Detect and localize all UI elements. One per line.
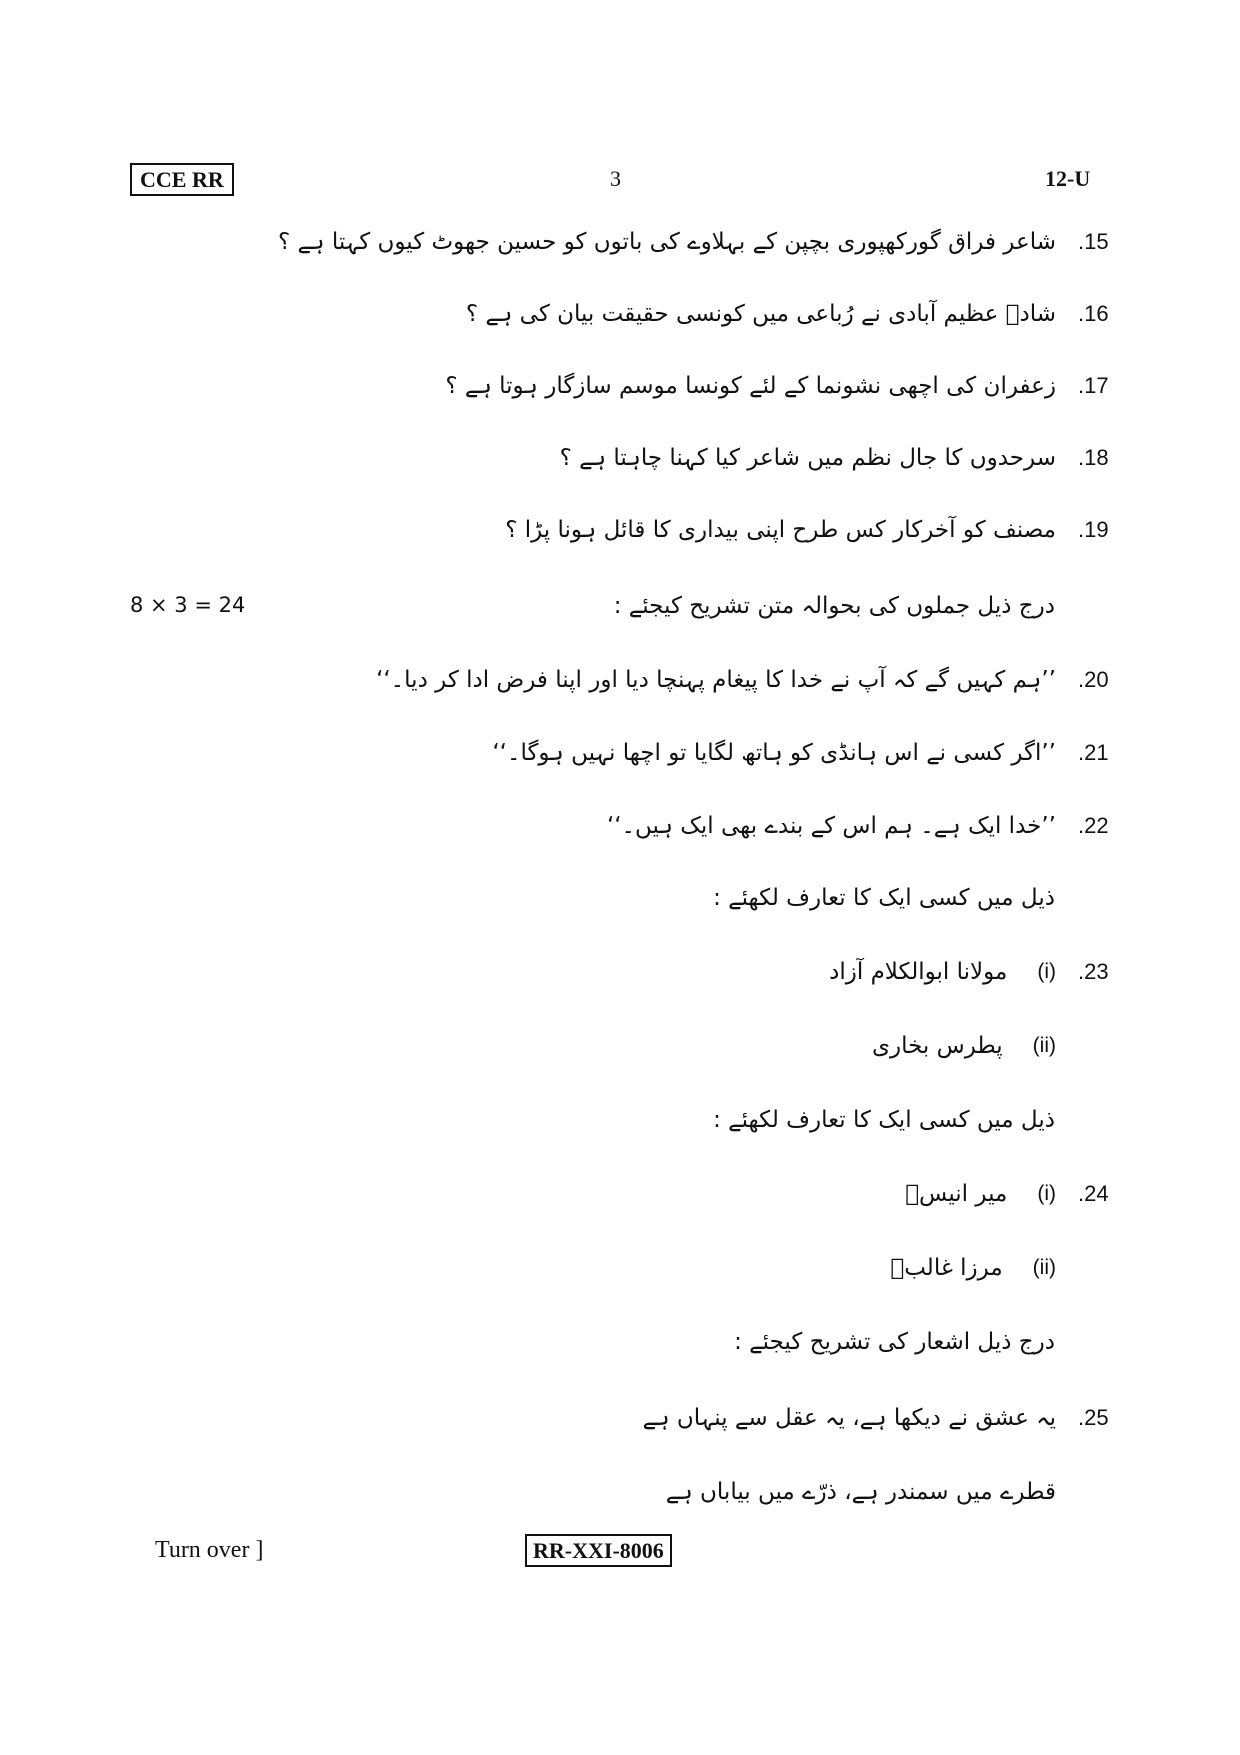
question-24-option-i xyxy=(905,1174,1110,1214)
verse-line: یہ عشق نے دیکھا ہے، یہ عقل سے پنہاں ہے xyxy=(642,1405,1056,1431)
option-text: مولانا ابوالکلام آزاد xyxy=(829,959,1008,985)
question-25-line-1 xyxy=(643,1398,1110,1438)
question-text: شادؔ عظیم آبادی نے رُباعی میں کونسی حقیقت بیان کی ہے ؟ xyxy=(465,301,1056,327)
question-number: .22 xyxy=(1078,813,1109,838)
question-19 xyxy=(505,510,1110,550)
question-text: ’’خدا ایک ہے۔ ہم اس کے بندے بھی ایک ہیں۔‘‘ xyxy=(606,813,1056,839)
question-text: سرحدوں کا جال نظم میں شاعر کیا کہنا چاہتا ہے ؟ xyxy=(559,445,1056,471)
option-label: (ii) xyxy=(1032,1034,1056,1057)
question-number: .23 xyxy=(1078,959,1109,984)
question-20 xyxy=(376,660,1110,700)
verse-line: قطرے میں سمندر ہے، ذرّے میں بیاباں ہے xyxy=(665,1479,1056,1505)
instruction-text: ذیل میں کسی ایک کا تعارف لکھئے : xyxy=(713,1107,1055,1133)
header-series-box: CCE RR xyxy=(130,163,234,196)
question-21 xyxy=(492,733,1110,773)
page-number: 3 xyxy=(610,166,621,191)
question-number: .21 xyxy=(1078,740,1109,765)
option-label: (i) xyxy=(1037,1182,1056,1205)
instruction-explain-sentences xyxy=(614,586,1055,626)
question-text: ’’ہم کہیں گے کہ آپ نے خدا کا پیغام پہنچا دیا اور اپنا فرض ادا کر دیا۔‘‘ xyxy=(376,667,1056,693)
question-number: .24 xyxy=(1078,1181,1109,1206)
question-number: .25 xyxy=(1078,1405,1109,1430)
question-text: زعفران کی اچھی نشونما کے لئے کونسا موسم سازگار ہوتا ہے ؟ xyxy=(445,373,1056,399)
question-22 xyxy=(607,806,1110,846)
question-16 xyxy=(466,294,1110,334)
instruction-introduce-one xyxy=(713,1100,1055,1140)
question-17 xyxy=(445,366,1110,406)
question-23-option-ii xyxy=(872,1026,1056,1066)
option-text: میر انیسؔ xyxy=(905,1181,1008,1207)
question-number: .17 xyxy=(1078,373,1109,398)
question-text: ’’اگر کسی نے اس ہانڈی کو ہاتھ لگایا تو اچھا نہیں ہوگا۔‘‘ xyxy=(492,740,1056,766)
instruction-text: درج ذیل جملوں کی بحوالہ متن تشریح کیجئے : xyxy=(613,593,1055,619)
question-number: .16 xyxy=(1078,301,1109,326)
instruction-explain-verses xyxy=(734,1322,1055,1362)
instruction-text: ذیل میں کسی ایک کا تعارف لکھئے : xyxy=(713,885,1055,911)
question-25-line-2 xyxy=(666,1472,1056,1512)
option-text: مرزا غالبؔ xyxy=(890,1255,1003,1281)
question-24-option-ii xyxy=(890,1248,1056,1288)
option-label: (i) xyxy=(1037,960,1056,983)
question-text: مصنف کو آخرکار کس طرح اپنی بیداری کا قائل ہونا پڑا ؟ xyxy=(505,517,1056,543)
question-number: .20 xyxy=(1078,667,1109,692)
question-15 xyxy=(278,222,1110,262)
marks-allocation: 8 × 3 = 24 xyxy=(130,593,246,617)
question-23-option-i xyxy=(829,952,1110,992)
paper-code-box: RR-XXI-8006 xyxy=(525,1534,672,1567)
option-label: (ii) xyxy=(1032,1256,1056,1279)
question-number: .15 xyxy=(1078,229,1109,254)
question-text: شاعر فراق گورکھپوری بچپن کے بہلاوے کی باتوں کو حسین جھوٹ کیوں کہتا ہے ؟ xyxy=(278,229,1056,255)
subject-code: 12-U xyxy=(1045,166,1091,191)
question-number: .18 xyxy=(1078,445,1109,470)
instruction-text: درج ذیل اشعار کی تشریح کیجئے : xyxy=(734,1329,1055,1355)
option-text: پطرس بخاری xyxy=(871,1033,1003,1059)
instruction-introduce-one xyxy=(713,878,1055,918)
question-18 xyxy=(560,438,1110,478)
question-number: .19 xyxy=(1078,517,1109,542)
turn-over-note: Turn over ] xyxy=(155,1537,264,1563)
